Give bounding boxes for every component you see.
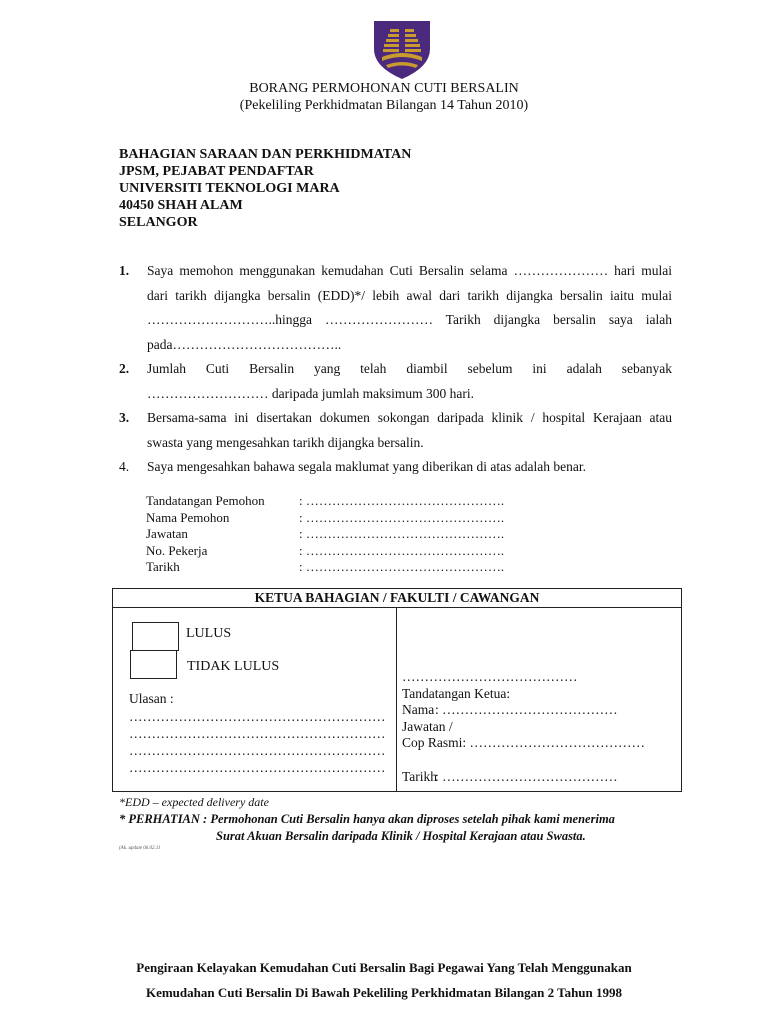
- field-blank[interactable]: : ……………………………………….: [299, 559, 505, 574]
- name-row: [402, 702, 645, 719]
- signature-line[interactable]: …………………………………: [402, 669, 578, 684]
- remarks-label: Ulasan :: [129, 691, 174, 706]
- remarks-line[interactable]: …………………………………………………: [129, 726, 386, 741]
- field-label: Nama Pemohon: [146, 509, 230, 525]
- item-text-line: Bersama-sama ini disertakan dokumen sokongan daripada klinik / hospital Kerajaan atau: [147, 410, 672, 425]
- post-label: Jawatan /: [402, 718, 453, 734]
- university-logo: [370, 19, 434, 81]
- footer-heading-continued: Kemudahan Cuti Bersalin Di Bawah Pekeliling Perkhidmatan Bilangan 2 Tahun 1998: [145, 985, 623, 1000]
- reject-checkbox[interactable]: [130, 650, 177, 679]
- name-label: Nama: [402, 702, 435, 717]
- date-label: Tarikh: [402, 768, 438, 784]
- remarks-line[interactable]: …………………………………………………: [129, 709, 386, 724]
- field-row: [146, 510, 504, 527]
- column-divider: [396, 608, 397, 791]
- edd-note: *EDD – expected delivery date: [119, 795, 269, 809]
- remarks-section: [129, 690, 386, 776]
- remarks-line[interactable]: …………………………………………………: [129, 743, 386, 758]
- approval-box: [112, 588, 682, 792]
- field-blank[interactable]: : ……………………………………….: [299, 509, 505, 525]
- stamp-row: [402, 735, 645, 752]
- item-number: 3.: [119, 410, 130, 425]
- applicant-details: [146, 493, 504, 576]
- item-text-line: Saya mengesahkan bahawa segala maklumat yang diberikan di atas adalah benar.: [147, 459, 586, 474]
- warning-note-continued: Surat Akuan Bersalin daripada Klinik / Hospital Kerajaan atau Swasta.: [216, 829, 586, 843]
- field-row: [146, 543, 504, 560]
- signature-label: Tandatangan Ketua:: [402, 685, 511, 701]
- approve-checkbox[interactable]: [132, 622, 179, 651]
- address-line: 40450 SHAH ALAM: [119, 198, 243, 213]
- field-row: [146, 559, 504, 576]
- field-blank[interactable]: : ……………………………………….: [299, 493, 505, 508]
- field-blank[interactable]: : ……………………………………….: [299, 542, 505, 558]
- warning-note: * PERHATIAN : Permohonan Cuti Bersalin hanya akan diproses setelah pihak kami menerima: [119, 812, 615, 826]
- item-text-line: swasta yang mengesahkan tarikh dijangka bersalin.: [147, 434, 424, 450]
- item-text-line: Jumlah Cuti Bersalin yang telah diambil sebelum ini adalah sebanyak: [147, 361, 672, 376]
- item-text-line: ……………………… daripada jumlah maksimum 300 hari.: [147, 385, 474, 401]
- address-line: UNIVERSITI TEKNOLOGI MARA: [119, 181, 340, 196]
- item-number: 2.: [119, 361, 130, 376]
- form-subtitle: (Pekeliling Perkhidmatan Bilangan 14 Tahun 2010): [239, 98, 529, 113]
- item-number: 1.: [119, 263, 130, 278]
- date-row: [402, 769, 645, 786]
- head-signature-section: [402, 669, 645, 785]
- item-text-line: dari tarikh dijangka bersalin (EDD)*/ lebih awal dari tarikh dijangka bersalin iaitu mulai: [147, 287, 672, 303]
- remarks-line[interactable]: …………………………………………………: [129, 760, 386, 775]
- approve-label: LULUS: [186, 626, 232, 641]
- field-row: [146, 526, 504, 543]
- date-blank[interactable]: : …………………………………: [435, 768, 618, 784]
- field-row: [146, 493, 504, 510]
- name-blank[interactable]: : …………………………………: [435, 702, 618, 717]
- field-blank[interactable]: : ……………………………………….: [299, 526, 505, 541]
- address-line: JPSM, PEJABAT PENDAFTAR: [119, 164, 314, 179]
- item-text-line: pada………………………………..: [147, 336, 342, 352]
- form-title: BORANG PERMOHONAN CUTI BERSALIN: [249, 81, 519, 96]
- address-line: SELANGOR: [119, 215, 198, 230]
- reject-label: TIDAK LULUS: [187, 659, 280, 674]
- address-line: BAHAGIAN SARAAN DAN PERKHIDMATAN: [119, 147, 412, 162]
- field-label: Tarikh: [146, 559, 180, 574]
- field-label: Jawatan: [146, 526, 188, 541]
- stamp-blank[interactable]: …………………………………: [466, 735, 646, 750]
- revision-note: (Ak. update 06.02.11: [119, 846, 161, 851]
- approval-header: KETUA BAHAGIAN / FAKULTI / CAWANGAN: [113, 589, 681, 608]
- field-label: Tandatangan Pemohon: [146, 493, 265, 508]
- item-text-line: ………………………..hingga …………………… Tarikh dijangka bersalin saya ialah: [147, 312, 672, 327]
- item-number: 4.: [119, 459, 130, 474]
- item-text-line: Saya memohon menggunakan kemudahan Cuti Bersalin selama ………………… hari mulai: [147, 263, 672, 278]
- field-label: No. Pekerja: [146, 542, 208, 558]
- recipient-address: [119, 146, 411, 231]
- footer-heading: Pengiraan Kelayakan Kemudahan Cuti Bersalin Bagi Pegawai Yang Telah Menggunakan: [136, 960, 632, 975]
- stamp-label: Cop Rasmi:: [402, 735, 467, 750]
